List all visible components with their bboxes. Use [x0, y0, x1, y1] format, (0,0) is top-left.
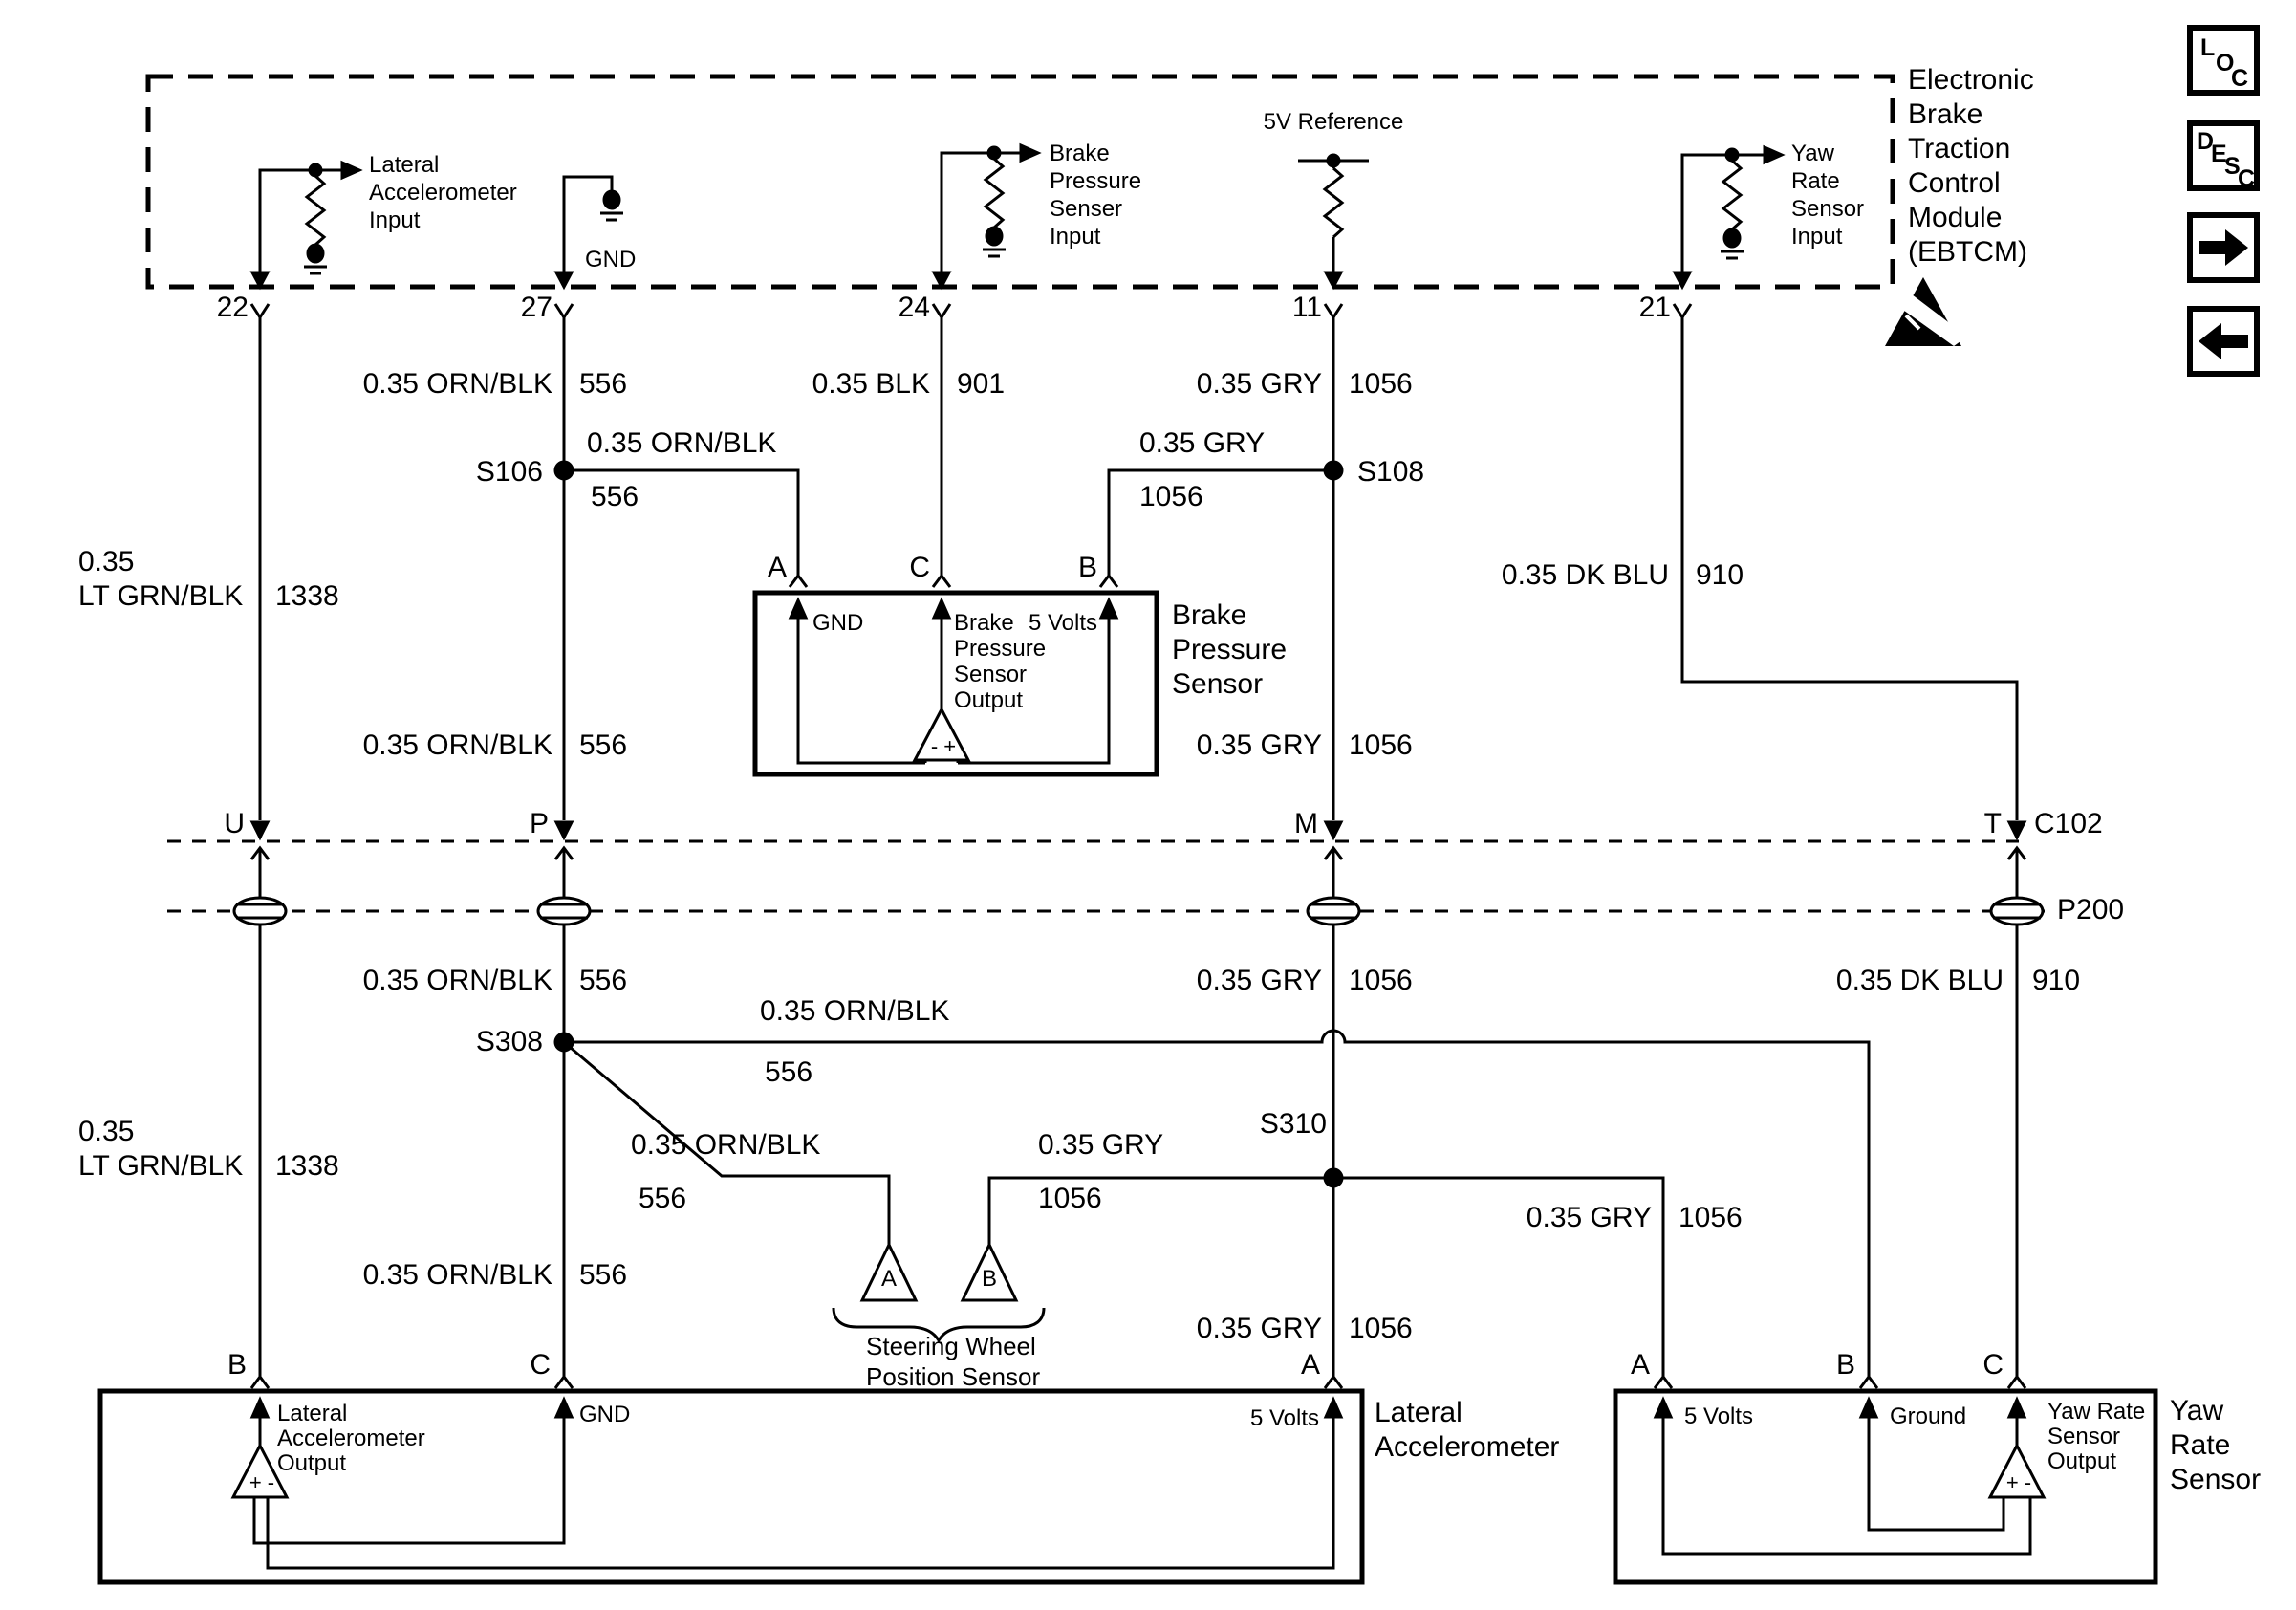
wire-circuit-label: 1338 [275, 580, 339, 612]
lateral-accel-input-label: Lateral Accelerometer Input [369, 152, 517, 233]
wire-circuit-label: 910 [2032, 965, 2081, 996]
wire-circuit-label: 556 [579, 729, 628, 761]
wire-color-label: 0.35 ORN/BLK [760, 995, 950, 1027]
wire-color-label: 0.35 DK BLU [1501, 559, 1669, 591]
yaw-opamp-signs: + - [2005, 1470, 2032, 1494]
brake-pressure-input-fixture [934, 145, 1038, 287]
wire-circuit-label: 910 [1696, 559, 1744, 591]
wire-circuit-label: 556 [591, 481, 639, 512]
wire-circuit-label: 1056 [1349, 729, 1413, 761]
latacc-5volts-label: 5 Volts [1249, 1405, 1319, 1431]
desc-letter: D [2197, 128, 2215, 155]
pin-number-22: 22 [216, 292, 249, 323]
down-arrow-icon [556, 272, 572, 287]
p200-label: P200 [2057, 894, 2125, 925]
brake-pressure-input-label: Brake Pressure Senser Input [1050, 141, 1142, 250]
wire-circuit-label: 1056 [1038, 1183, 1102, 1214]
wire-color-label: LT GRN/BLK [78, 1150, 244, 1182]
wire-circuit-label: 556 [579, 1259, 628, 1291]
wire-color-label: 0.35 GRY [1196, 729, 1322, 761]
pin-number-21: 21 [1638, 292, 1671, 323]
5v-reference-fixture [1298, 155, 1369, 287]
bps-pin-b: B [1077, 552, 1097, 583]
wire-color-label: 0.35 GRY [1196, 368, 1322, 400]
swps-name-label: Steering Wheel Position Sensor [866, 1332, 1041, 1391]
bps-5volts-label: 5 Volts [1028, 610, 1097, 636]
bps-pin-c: C [909, 552, 930, 583]
splice-s308-label: S308 [475, 1026, 543, 1057]
yaw-pin-c: C [1982, 1349, 2004, 1381]
forward-button[interactable] [2187, 212, 2260, 283]
wire-color-label: 0.35 DK BLU [1835, 965, 2004, 996]
pin-number-27: 27 [520, 292, 552, 323]
s108-branch-wire [1100, 470, 1333, 587]
latacc-gnd-label: GND [579, 1402, 631, 1427]
wire-color-label: 0.35 GRY [1196, 965, 1322, 996]
wire-color-label: 0.35 GRY [1038, 1129, 1164, 1161]
wire-circuit-label: 901 [957, 368, 1006, 400]
ebtcm-title: Electronic Brake Traction Control Module (EBTCM) [1908, 64, 2034, 268]
wire-color-label: 0.35 GRY [1139, 427, 1266, 459]
latacc-pin-a: A [1300, 1349, 1320, 1381]
lateral-accel-input-fixture [252, 163, 359, 287]
wire-color-label: 0.35 GRY [1196, 1313, 1322, 1344]
wire-circuit-label: 1056 [1349, 368, 1413, 400]
yaw-output-label: Yaw Rate Sensor Output [2047, 1399, 2146, 1474]
loc-letter: C [2231, 65, 2249, 92]
c102-pin-m: M [1294, 808, 1318, 839]
loc-letter: L [2200, 34, 2216, 61]
bps-name-label: Brake Pressure Sensor [1172, 599, 1288, 700]
latacc-name-label: Lateral Accelerometer [1375, 1397, 1560, 1463]
wire-ltgrnblk-1338 [251, 304, 269, 1388]
wire-size-label: 0.35 [78, 1116, 135, 1147]
wire-circuit-label: 1056 [1139, 481, 1203, 512]
desc-letter: S [2224, 153, 2241, 180]
pin-number-11: 11 [1291, 292, 1322, 323]
splice-s310-label: S310 [1259, 1108, 1327, 1140]
bps-pin-a: A [767, 552, 787, 583]
desc-letter: E [2211, 141, 2227, 167]
wire-circuit-label: 556 [639, 1183, 687, 1214]
wire-circuit-label: 556 [765, 1056, 813, 1088]
wire-color-label: 0.35 ORN/BLK [587, 427, 777, 459]
splice-s106-dot [555, 462, 573, 479]
latacc-output-label: Lateral Accelerometer Output [277, 1401, 425, 1476]
yaw-rate-input-fixture [1675, 147, 1782, 287]
yaw-5volts-label: 5 Volts [1684, 1403, 1754, 1429]
wire-color-label: 0.35 ORN/BLK [362, 965, 552, 996]
bps-gnd-label: GND [812, 610, 864, 636]
yaw-rate-input-label: Yaw Rate Sensor Input [1791, 141, 1865, 250]
right-arrow-icon [1021, 145, 1038, 161]
splice-s108-dot [1325, 462, 1342, 479]
wire-circuit-label: 1056 [1679, 1202, 1743, 1233]
swps-pin-b-letter: B [981, 1266, 998, 1292]
c102-pin-u: U [224, 808, 245, 839]
wire-size-label: 0.35 [78, 546, 135, 577]
wire-color-label: 0.35 BLK [812, 368, 930, 400]
wire-color-label: 0.35 ORN/BLK [362, 1259, 552, 1291]
right-arrow-icon [342, 163, 359, 178]
splice-s108-label: S108 [1357, 456, 1425, 488]
wire-circuit-label: 1338 [275, 1150, 339, 1182]
wire-circuit-label: 556 [579, 965, 628, 996]
desc-button[interactable] [2187, 120, 2260, 191]
pin-number-24: 24 [898, 292, 930, 323]
wire-circuit-label: 1056 [1349, 965, 1413, 996]
yaw-pin-a: A [1630, 1349, 1650, 1381]
back-button[interactable] [2187, 306, 2260, 377]
c102-label: C102 [2034, 808, 2103, 839]
latacc-pin-b: B [227, 1349, 247, 1381]
yaw-pin-b: B [1835, 1349, 1855, 1381]
desc-letter: C [2238, 165, 2256, 192]
swps-pin-a-letter: A [880, 1266, 898, 1292]
wire-color-label: 0.35 GRY [1526, 1202, 1652, 1233]
wire-color-label: LT GRN/BLK [78, 580, 244, 612]
loc-letter: O [2216, 50, 2235, 76]
splice-s106-label: S106 [475, 456, 543, 488]
latacc-opamp-signs: + - [249, 1470, 275, 1494]
wire-circuit-label: 1056 [1349, 1313, 1413, 1344]
latacc-pin-c: C [530, 1349, 551, 1381]
c102-pin-t: T [1983, 808, 2002, 839]
bps-output-label: Brake Pressure Sensor Output [954, 610, 1047, 713]
loc-button[interactable] [2187, 25, 2260, 96]
wire-color-label: 0.35 ORN/BLK [362, 729, 552, 761]
bps-opamp-signs: - + [930, 734, 957, 758]
wire-blk-901 [933, 304, 950, 587]
wire-color-label: 0.35 ORN/BLK [362, 368, 552, 400]
c102-pin-p: P [529, 808, 549, 839]
wire-color-label: 0.35 ORN/BLK [631, 1129, 821, 1161]
yaw-ground-label: Ground [1890, 1403, 1967, 1429]
right-arrow-icon [1765, 147, 1782, 163]
yaw-name-label: Yaw Rate Sensor [2170, 1395, 2262, 1495]
esd-warning-icon [1885, 277, 1967, 346]
wire-circuit-label: 556 [579, 368, 628, 400]
gnd-label: GND [585, 247, 637, 272]
5v-reference-label: 5V Reference [1263, 109, 1404, 135]
